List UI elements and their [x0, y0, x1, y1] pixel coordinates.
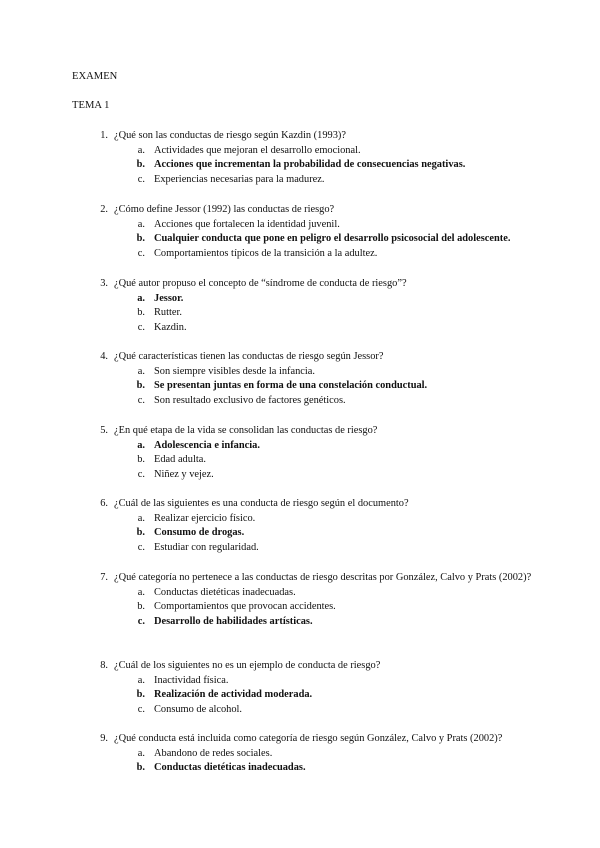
question-5 — [90, 424, 540, 482]
option-list — [90, 586, 540, 630]
question-2 — [90, 203, 540, 261]
option — [90, 586, 540, 601]
option-letter: b. — [137, 307, 145, 318]
question-3 — [90, 277, 540, 335]
question-text: ¿Qué conducta está incluida como categoría de riesgo según González, Calvo y Prats (2002)? — [114, 733, 503, 744]
question-number: 7. — [100, 572, 108, 583]
option-text: Realización de actividad moderada. — [154, 689, 313, 700]
option-list — [90, 512, 540, 556]
option — [90, 321, 540, 336]
option-letter: b. — [136, 689, 145, 700]
option-text: Son siempre visibles desde la infancia. — [154, 365, 316, 377]
option-correct — [90, 379, 540, 394]
question-number: 3. — [100, 278, 108, 289]
option-text: Adolescencia e infancia. — [154, 439, 260, 451]
question-4 — [90, 350, 540, 408]
question-number: 8. — [100, 660, 108, 671]
question-text: ¿Cuál de los siguientes no es un ejemplo de conducta de riesgo? — [114, 660, 381, 671]
question-7 — [90, 571, 540, 629]
question-number: 6. — [100, 498, 108, 509]
question-8 — [90, 659, 540, 717]
option-letter: a. — [137, 512, 145, 524]
option-text: Conductas dietéticas inadecuadas. — [154, 762, 306, 773]
option-text: Niñez y vejez. — [154, 468, 214, 480]
option-letter: c. — [137, 247, 145, 259]
question-text: ¿Cómo define Jessor (1992) las conductas de riesgo? — [114, 204, 335, 215]
option-letter: c. — [137, 173, 145, 185]
option-text: Edad adulta. — [154, 454, 206, 465]
option-letter: c. — [137, 703, 145, 715]
option-letter: a. — [137, 747, 145, 759]
option-text: Jessor. — [154, 292, 184, 304]
option-list — [90, 439, 540, 483]
option-text: Son resultado exclusivo de factores genéticos. — [154, 394, 346, 406]
option — [90, 144, 540, 159]
question-text: ¿Cuál de las siguientes es una conducta de riesgo según el documento? — [114, 498, 409, 509]
option — [90, 306, 540, 321]
question-line — [90, 571, 540, 586]
option-text: Consumo de drogas. — [154, 527, 245, 538]
option-text: Experiencias necesarias para la madurez. — [154, 173, 325, 185]
option-text: Estudiar con regularidad. — [154, 541, 259, 553]
question-number: 1. — [100, 130, 108, 141]
question-1 — [90, 129, 540, 187]
question-6 — [90, 497, 540, 555]
option-text: Kazdin. — [154, 321, 187, 333]
option-letter: a. — [137, 218, 145, 230]
question-line — [90, 424, 540, 439]
option-letter: b. — [136, 233, 145, 244]
option-letter: a. — [137, 586, 145, 598]
option-letter: b. — [136, 762, 145, 773]
option-letter: c. — [137, 541, 145, 553]
option — [90, 173, 540, 188]
option-letter: b. — [136, 380, 145, 391]
question-line — [90, 203, 540, 218]
option-list — [90, 144, 540, 188]
option-text: Comportamientos que provocan accidentes. — [154, 601, 336, 612]
option-letter: b. — [137, 454, 145, 465]
option-correct — [90, 688, 540, 703]
question-text: ¿Qué son las conductas de riesgo según Kazdin (1993)? — [114, 130, 346, 141]
question-number: 5. — [100, 425, 108, 436]
option-correct — [90, 232, 540, 247]
option-correct — [90, 615, 540, 630]
option-list — [90, 292, 540, 336]
option-letter: b. — [136, 159, 145, 170]
option-text: Realizar ejercicio físico. — [154, 512, 256, 524]
option — [90, 674, 540, 689]
question-number: 4. — [100, 351, 108, 362]
option — [90, 703, 540, 718]
question-number: 2. — [100, 204, 108, 215]
option-letter: c. — [137, 394, 145, 406]
option-text: Rutter. — [154, 307, 182, 318]
option-letter: a. — [137, 144, 145, 156]
option-correct — [90, 158, 540, 173]
option-text: Acciones que incrementan la probabilidad de consecuencias negativas. — [154, 159, 466, 170]
option-letter: a. — [137, 439, 145, 451]
question-text: ¿Qué autor propuso el concepto de “síndrome de conducta de riesgo”? — [114, 278, 407, 289]
question-line — [90, 732, 540, 747]
option-text: Abandono de redes sociales. — [154, 747, 273, 759]
option-text: Desarrollo de habilidades artísticas. — [154, 615, 313, 627]
option-text: Actividades que mejoran el desarrollo emocional. — [154, 144, 361, 156]
option-letter: a. — [137, 674, 145, 686]
document-subtitle: TEMA 1 — [72, 100, 110, 111]
question-9 — [90, 732, 540, 776]
question-line — [90, 659, 540, 674]
option — [90, 541, 540, 556]
question-line — [90, 129, 540, 144]
option-text: Se presentan juntas en forma de una constelación conductual. — [154, 380, 428, 391]
question-line — [90, 277, 540, 292]
option-text: Cualquier conducta que pone en peligro el desarrollo psicosocial del adolescente. — [154, 233, 511, 244]
option — [90, 218, 540, 233]
option-letter: a. — [137, 365, 145, 377]
option — [90, 512, 540, 527]
option-letter: c. — [137, 321, 145, 333]
option-letter: b. — [136, 527, 145, 538]
option — [90, 247, 540, 262]
option-correct — [90, 292, 540, 307]
option-text: Acciones que fortalecen la identidad juvenil. — [154, 218, 340, 230]
option-text: Consumo de alcohol. — [154, 703, 243, 715]
question-text: ¿Qué categoría no pertenece a las conductas de riesgo descritas por González, Calvo y Prats (2002)? — [114, 572, 532, 583]
option-correct — [90, 439, 540, 454]
option-letter: a. — [137, 292, 145, 304]
option — [90, 600, 540, 615]
question-number: 9. — [100, 733, 108, 744]
option-text: Conductas dietéticas inadecuadas. — [154, 586, 296, 598]
question-text: ¿En qué etapa de la vida se consolidan las conductas de riesgo? — [114, 425, 378, 436]
option — [90, 453, 540, 468]
question-line — [90, 350, 540, 365]
option — [90, 394, 540, 409]
option-list — [90, 218, 540, 262]
option — [90, 468, 540, 483]
option-letter: b. — [137, 601, 145, 612]
document-title: EXAMEN — [72, 71, 118, 82]
option-list — [90, 365, 540, 409]
question-line — [90, 497, 540, 512]
option — [90, 747, 540, 762]
option-letter: c. — [137, 468, 145, 480]
option-correct — [90, 526, 540, 541]
option — [90, 365, 540, 380]
option-text: Comportamientos típicos de la transición a la adultez. — [154, 247, 378, 259]
option-letter: c. — [137, 615, 145, 627]
question-text: ¿Qué características tienen las conductas de riesgo según Jessor? — [114, 351, 384, 362]
option-list — [90, 674, 540, 718]
option-text: Inactividad física. — [154, 674, 229, 686]
option-list — [90, 747, 540, 776]
option-correct — [90, 761, 540, 776]
